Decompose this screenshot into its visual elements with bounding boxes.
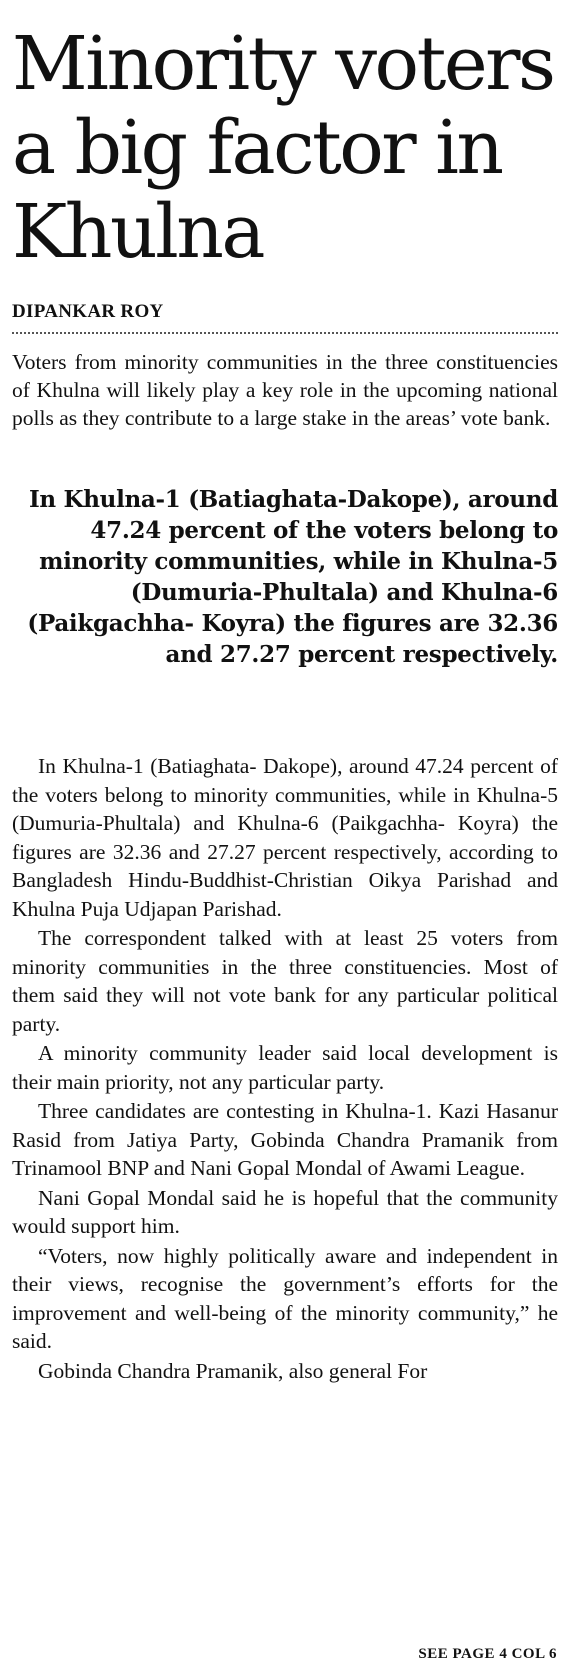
byline-divider xyxy=(12,332,558,334)
article-body xyxy=(12,752,558,1385)
body-paragraph: Gobinda Chandra Pramanik, also general For xyxy=(38,1358,428,1383)
byline: DIPANKAR ROY xyxy=(12,301,164,322)
pull-quote: In Khulna-1 (Batiaghata-Dakope), around 47.24 percent of the voters belong to minority communities, while in Khulna-5 (Dumuria-Phultala) and Khulna-6 (Paikgachha- Koyra) the figures are 32.36 and 27.27 percent respectively. xyxy=(27,486,558,668)
lead-paragraph: Voters from minority communities in the three constituencies of Khulna will likely play a key role in the upcoming national polls as they contribute to a large stake in the areas’ vote bank. xyxy=(12,350,558,430)
continued-jump-line[interactable]: SEE PAGE 4 COL 6 xyxy=(418,1646,557,1662)
body-paragraph: In Khulna-1 (Batiaghata- Dakope), around 47.24 percent of the voters belong to minority communities, while in Khulna-5 (Dumuria-Phultala) and Khulna-6 (Paikgachha- Koyra) the figures are 32.36 and 27.27 percent respectively, according to Bangladesh Hindu-Buddhist-Christian Oikya Parishad and Khulna Puja Udjapan Parishad. xyxy=(12,754,558,921)
body-paragraph: Nani Gopal Mondal said he is hopeful that the community would support him. xyxy=(12,1185,558,1238)
body-paragraph: The correspondent talked with at least 25 voters from minority communities in the three constituencies. Most of them said they will not vote bank for any particular political party. xyxy=(12,926,558,1036)
body-paragraph: A minority community leader said local development is their main priority, not any particular party. xyxy=(12,1041,558,1094)
headline: Minority voters a big factor in Khulna xyxy=(12,21,554,275)
body-paragraph: Three candidates are contesting in Khulna-1. Kazi Hasanur Rasid from Jatiya Party, Gobinda Chandra Pramanik from Trinamool BNP and Nani Gopal Mondal of Awami League. xyxy=(12,1099,558,1180)
body-paragraph: “Voters, now highly politically aware and independent in their views, recognise the government’s efforts for the improvement and well-being of the minority community,” he said. xyxy=(12,1243,558,1353)
